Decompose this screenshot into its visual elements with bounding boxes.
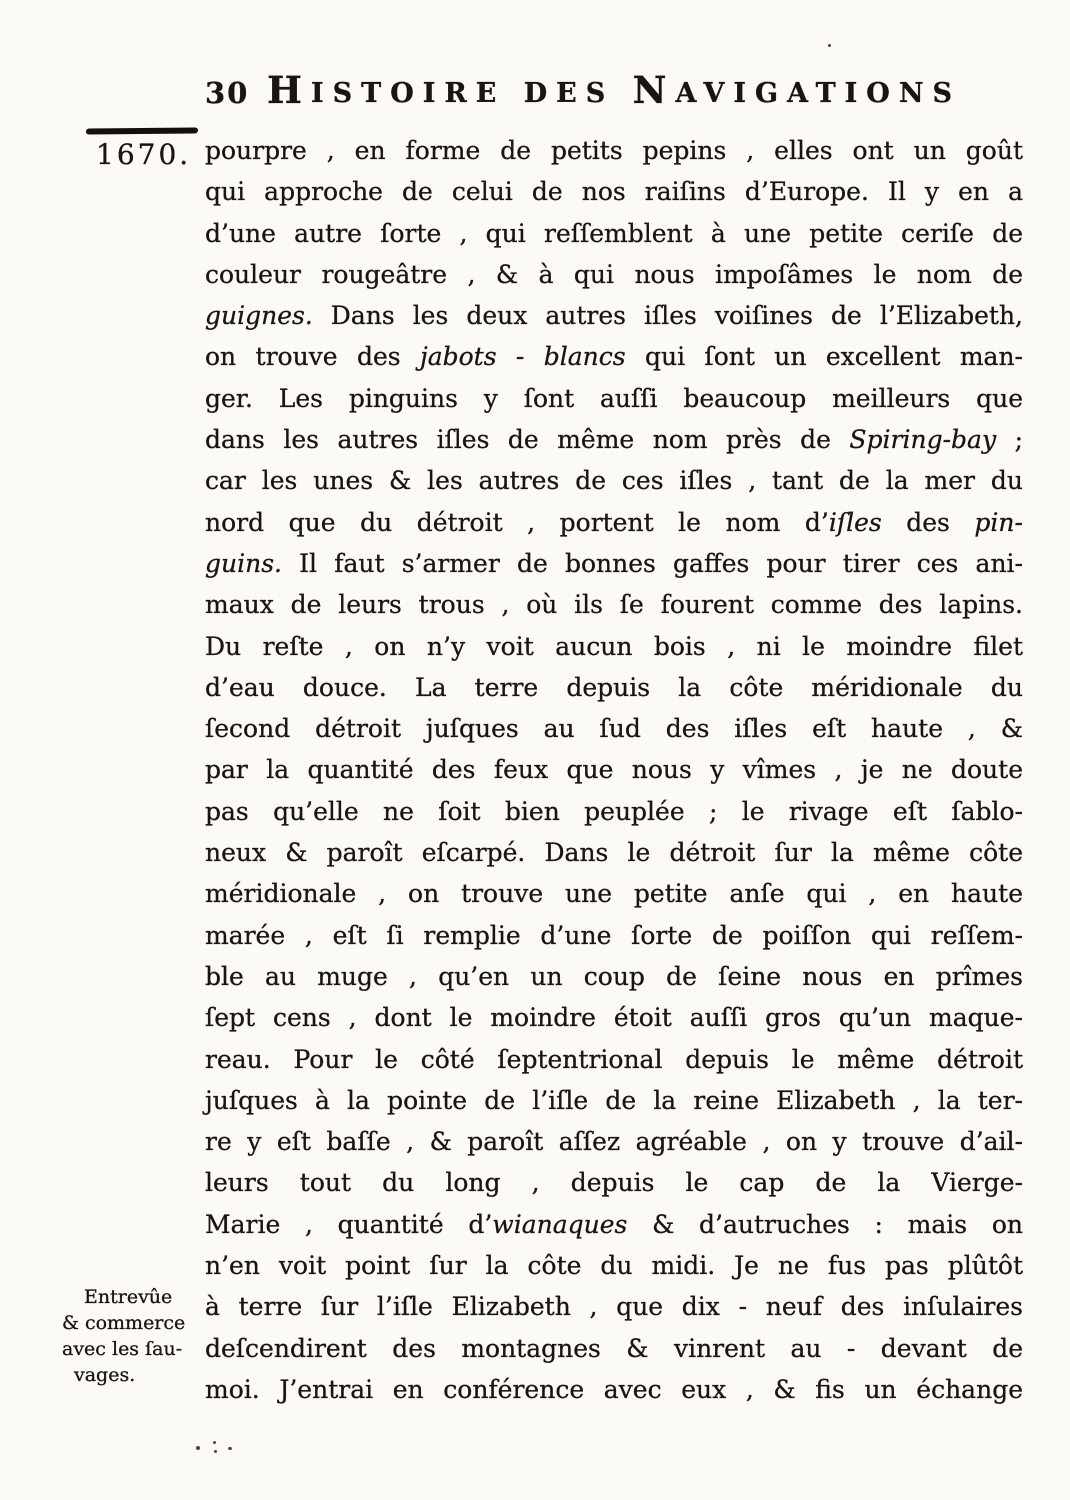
text-line: maux de leurs trous , où ils ſe fourent comme des lapins. xyxy=(205,590,1023,620)
text-line: ble au muge , qu’en un coup de ſeine nous en prîmes xyxy=(205,961,1023,991)
title-letter: AVIGATIONS xyxy=(675,78,961,109)
text-line: guignes. Dans les deux autres iſles voiſines de l’Elizabeth, xyxy=(205,301,1023,331)
text-line: ſecond détroit juſques au ſud des iſles eſt haute , & xyxy=(205,714,1023,744)
text-line: n’en voit point ſur la côte du midi. Je ne fus pas plûtôt xyxy=(205,1251,1023,1281)
text-line: par la quantité des feux que nous y vîmes , je ne doute xyxy=(205,755,1023,785)
side-note-line: Entrevûe xyxy=(84,1286,173,1308)
text-line: ger. Les pinguins y ſont auſſi beaucoup meilleurs que xyxy=(205,383,1023,413)
text-line: reau. Pour le côté ſeptentrional depuis le même détroit xyxy=(205,1044,1023,1074)
text-line: Marie , quantité d’wianaques & d’autruches : mais on xyxy=(205,1209,1023,1239)
text-line: d’eau douce. La terre depuis la côte méridionale du xyxy=(205,672,1023,702)
text-line: marée , eſt ſi remplie d’une ſorte de poiſſon qui reſſem- xyxy=(205,920,1023,950)
scan-speckle xyxy=(228,1447,232,1450)
text-line: qui approche de celui de nos raiſins d’Europe. Il y en a xyxy=(205,177,1023,207)
text-line: d’une autre ſorte , qui reſſemblent à une petite ceriſe de xyxy=(205,218,1023,248)
side-note-line: vages. xyxy=(74,1364,136,1386)
body-text xyxy=(205,130,1023,1410)
text-line: pourpre , en forme de petits pepins , elles ont un goût xyxy=(205,136,1023,165)
text-line: car les unes & les autres de ces iſles , tant de la mer du xyxy=(205,466,1023,496)
text-line: dans les autres iſles de même nom près de Spiring-bay ; xyxy=(205,425,1023,455)
margin-rule xyxy=(86,127,198,134)
margin-year-note: 1670. xyxy=(96,138,192,171)
text-line: moi. J’entrai en conférence avec eux , & fis un échange xyxy=(205,1374,1023,1404)
side-note-line: avec les ſau- xyxy=(62,1338,183,1360)
text-line: pas qu’elle ne ſoit bien peuplée ; le rivage eſt ſablo- xyxy=(205,796,1023,826)
text-line: ſept cens , dont le moindre étoit auſſi gros qu’un maque- xyxy=(205,1003,1023,1033)
text-line: neux & paroît eſcarpé. Dans le détroit ſur la même côte xyxy=(205,838,1023,868)
text-line: re y eſt baſſe , & paroît aſſez agréable , on y trouve d’ail- xyxy=(205,1127,1023,1157)
text-line: leurs tout du long , depuis le cap de la Vierge- xyxy=(205,1168,1023,1198)
side-note-line: & commerce xyxy=(62,1312,186,1334)
running-title xyxy=(205,68,1023,112)
title-letter: ISTOIRE DES xyxy=(310,78,633,109)
text-line: on trouve des jabots - blancs qui ſont un excellent man- xyxy=(205,342,1023,372)
page-number: 30 xyxy=(205,76,250,110)
text-line: à terre ſur l’iſle Elizabeth , que dix - neuf des inſulaires xyxy=(205,1292,1023,1322)
text-line: guins. Il faut s’armer de bonnes gaffes pour tirer ces ani- xyxy=(205,548,1023,578)
scan-speckle xyxy=(214,1450,217,1453)
text-line: nord que du détroit , portent le nom d’iſles des pin- xyxy=(205,507,1023,537)
text-line: juſques à la pointe de l’iſle de la reine Elizabeth , la ter- xyxy=(205,1085,1023,1115)
text-line: méridionale , on trouve une petite anſe qui , en haute xyxy=(205,879,1023,909)
scan-speckle xyxy=(828,44,831,47)
text-line: couleur rougeâtre , & à qui nous impoſâmes le nom de xyxy=(205,259,1023,289)
scan-speckle xyxy=(213,1441,216,1444)
title-letter: H xyxy=(267,68,311,112)
text-line: Du reſte , on n’y voit aucun bois , ni le moindre filet xyxy=(205,631,1023,661)
text-line: deſcendirent des montagnes & vinrent au - devant de xyxy=(205,1333,1023,1363)
scan-speckle xyxy=(196,1446,200,1450)
margin-side-note xyxy=(62,1284,204,1388)
title-letter: N xyxy=(632,68,676,112)
